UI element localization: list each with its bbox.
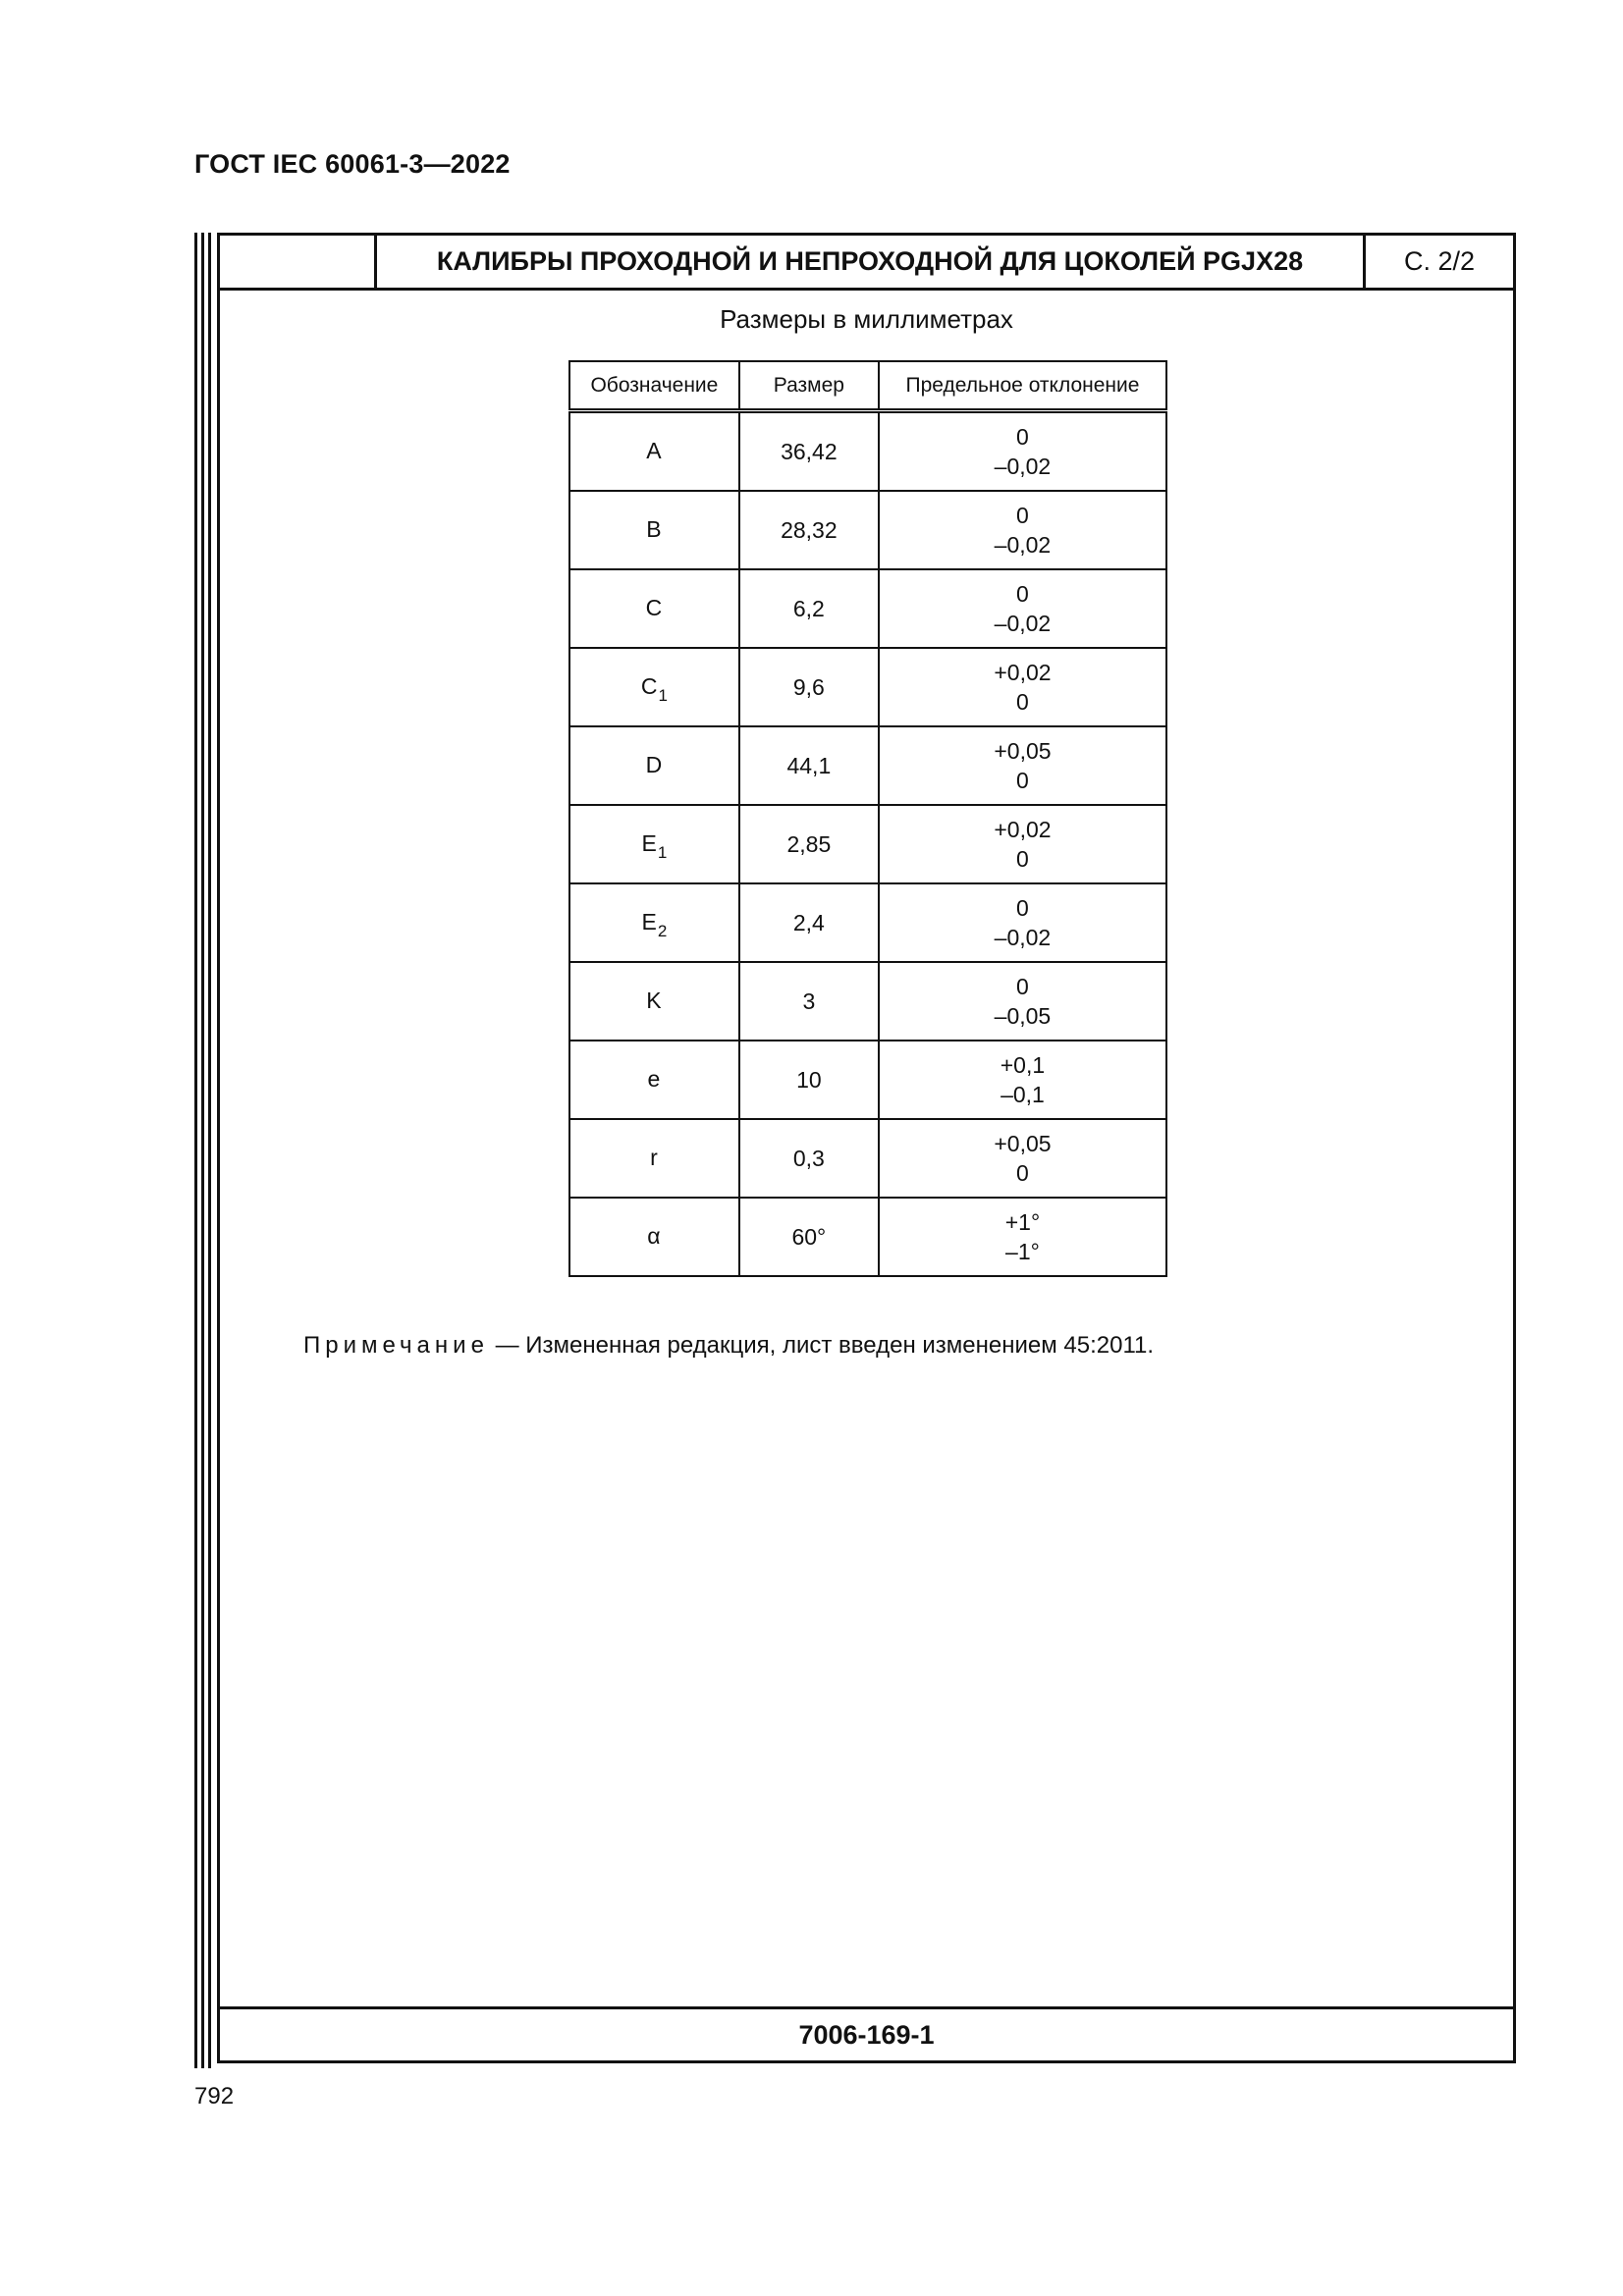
cell-size: 9,6	[739, 648, 879, 726]
cell-size: 3	[739, 962, 879, 1041]
title-blank-cell	[220, 236, 377, 288]
table-row	[569, 569, 1166, 648]
cell-designation: K	[569, 962, 739, 1041]
table-row	[569, 491, 1166, 569]
table-row	[569, 726, 1166, 805]
margin-rule	[208, 233, 211, 2068]
note-text: — Измененная редакция, лист введен изменением 45:2011.	[488, 1332, 1155, 1359]
cell-designation: α	[569, 1198, 739, 1276]
note-label: Примечание	[303, 1332, 489, 1359]
sheet-frame	[217, 233, 1516, 2063]
table-row	[569, 1041, 1166, 1119]
sheet-title: КАЛИБРЫ ПРОХОДНОЙ И НЕПРОХОДНОЙ ДЛЯ ЦОКОЛЕЙ PGJX28	[377, 236, 1366, 288]
cell-size: 10	[739, 1041, 879, 1119]
cell-deviation: 0 –0,02	[879, 491, 1166, 569]
cell-size: 28,32	[739, 491, 879, 569]
cell-deviation: +0,02 0	[879, 805, 1166, 883]
note	[303, 1332, 1154, 1360]
cell-size: 0,3	[739, 1119, 879, 1198]
page-number: 792	[194, 2083, 235, 2109]
cell-size: 60°	[739, 1198, 879, 1276]
dimensions-table	[568, 360, 1167, 1277]
table-row	[569, 805, 1166, 883]
cell-deviation: 0 –0,05	[879, 962, 1166, 1041]
table-row	[569, 962, 1166, 1041]
table-row	[569, 1198, 1166, 1276]
cell-designation: C	[569, 569, 739, 648]
cell-deviation: +0,1 –0,1	[879, 1041, 1166, 1119]
header-designation: Обозначение	[569, 361, 739, 411]
dimensions-table-wrap	[568, 360, 1167, 1277]
cell-size: 2,85	[739, 805, 879, 883]
document-header: ГОСТ IEC 60061-3—2022	[194, 149, 511, 179]
cell-deviation: 0 –0,02	[879, 411, 1166, 492]
cell-size: 2,4	[739, 883, 879, 962]
table-row	[569, 1119, 1166, 1198]
cell-deviation: +0,05 0	[879, 726, 1166, 805]
units-caption: Размеры в миллиметрах	[720, 304, 1013, 334]
cell-deviation: 0 –0,02	[879, 883, 1166, 962]
cell-designation: B	[569, 491, 739, 569]
title-block	[220, 236, 1513, 291]
table-row	[569, 411, 1166, 492]
cell-size: 6,2	[739, 569, 879, 648]
header-deviation: Предельное отклонение	[879, 361, 1166, 411]
cell-designation: e	[569, 1041, 739, 1119]
cell-designation: $E_2$	[569, 883, 739, 962]
cell-designation: A	[569, 411, 739, 492]
header-size: Размер	[739, 361, 879, 411]
cell-size: 36,42	[739, 411, 879, 492]
table-row	[569, 883, 1166, 962]
cell-deviation: +1° –1°	[879, 1198, 1166, 1276]
cell-deviation: 0 –0,02	[879, 569, 1166, 648]
sheet-page-ref: С. 2/2	[1403, 246, 1476, 276]
cell-deviation: +0,05 0	[879, 1119, 1166, 1198]
margin-rule	[194, 233, 197, 2068]
cell-designation: D	[569, 726, 739, 805]
sheet-code: 7006-169-1	[220, 2006, 1513, 2060]
table-header-row	[569, 361, 1166, 411]
table-row	[569, 648, 1166, 726]
cell-size: 44,1	[739, 726, 879, 805]
cell-designation: r	[569, 1119, 739, 1198]
cell-deviation: +0,02 0	[879, 648, 1166, 726]
cell-designation: $C_1$	[569, 648, 739, 726]
cell-designation: $E_1$	[569, 805, 739, 883]
margin-rule	[201, 233, 204, 2068]
